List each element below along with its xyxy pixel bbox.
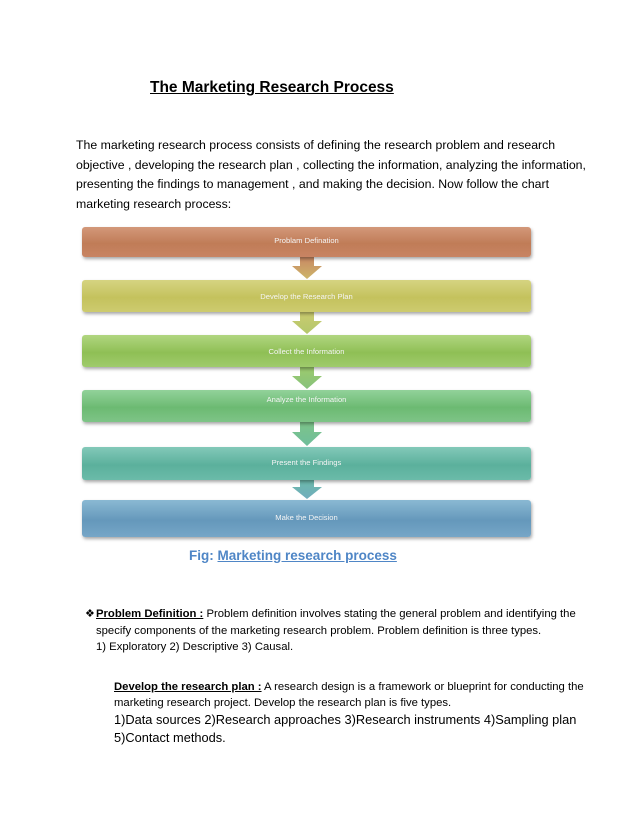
problem-definition-line — [96, 606, 576, 623]
problem-definition-heading: Problem Definition : — [96, 608, 204, 620]
intro-line: The marketing research process consists of defining the research problem and research — [76, 138, 556, 152]
step-label: Make the Decision — [275, 513, 338, 522]
research-plan-line — [114, 679, 584, 695]
research-plan-section — [114, 679, 584, 746]
problem-definition-line: specify components of the marketing research problem. Problem definition is three types. — [96, 624, 542, 637]
problem-definition-section — [85, 606, 576, 656]
intro-line: objective , developing the research plan , collecting the information, analyzing the information, — [76, 157, 586, 172]
research-plan-line: marketing research project. Develop the research plan is five types. — [114, 697, 452, 709]
research-plan-text: A research design is a framework or blueprint for conducting the — [261, 681, 584, 693]
figure-caption-text: Marketing research process — [217, 548, 397, 563]
step-collect-information — [82, 335, 531, 367]
step-label: Collect the Information — [268, 347, 345, 356]
intro-line: marketing research process: — [76, 196, 232, 211]
step-label: Problam Defination — [274, 236, 339, 245]
problem-definition-text: Problem definition involves stating the general problem and identifying the — [203, 608, 576, 620]
down-arrow-icon — [292, 255, 322, 279]
down-arrow-icon — [292, 478, 322, 499]
step-label: Present the Findings — [271, 458, 342, 467]
research-plan-heading: Develop the research plan : — [114, 681, 262, 693]
document-title: The Marketing Research Process — [150, 79, 394, 96]
step-label: Analyze the Information — [266, 395, 347, 404]
step-develop-research-plan — [82, 280, 531, 312]
step-label: Develop the Research Plan — [260, 292, 353, 301]
intro-line: presenting the findings to management , and making the decision. Now follow the chart — [76, 177, 550, 191]
research-plan-types: 1)Data sources 2)Research approaches 3)Research instruments 4)Sampling plan — [114, 712, 577, 727]
down-arrow-icon — [292, 420, 322, 446]
problem-definition-types: 1) Exploratory 2) Descriptive 3) Causal. — [96, 641, 294, 653]
step-make-decision — [82, 500, 531, 537]
step-problem-definition — [82, 227, 531, 257]
step-analyze-information — [82, 390, 531, 422]
diamond-bullet-icon: ❖ — [85, 608, 95, 620]
down-arrow-icon — [292, 310, 322, 334]
figure-caption — [189, 548, 397, 563]
step-present-findings — [82, 447, 531, 480]
figure-prefix: Fig: — [189, 548, 214, 563]
down-arrow-icon — [292, 365, 322, 389]
research-plan-types: 5)Contact methods. — [114, 729, 226, 745]
